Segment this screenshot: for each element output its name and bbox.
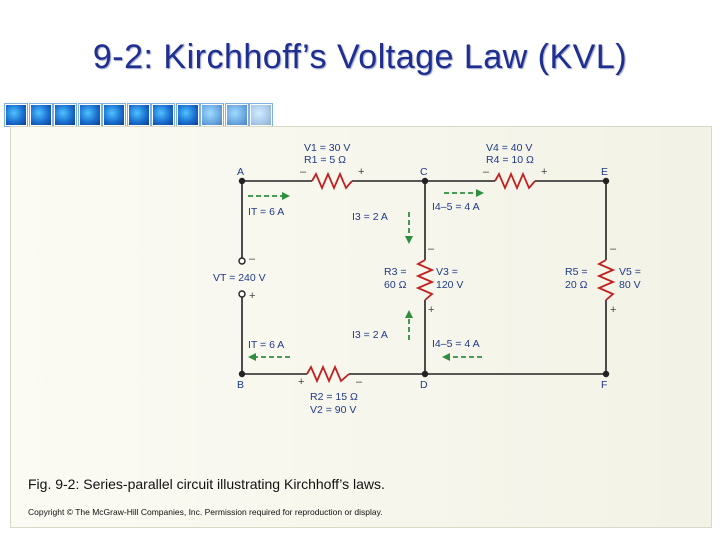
r5-resistance-label-1: R5 = — [565, 266, 588, 278]
r4-resistance-label: R4 = 10 Ω — [486, 154, 534, 166]
resistor-r5 — [599, 260, 613, 300]
node-dot — [603, 178, 609, 184]
r1-polarity-left: – — [300, 166, 307, 178]
node-label-a: A — [237, 166, 245, 178]
source-polarity-bottom: + — [249, 290, 256, 302]
r3-voltage-label-1: V3 = — [436, 266, 458, 278]
r5-resistance-label-2: 20 Ω — [565, 279, 588, 291]
r2-resistance-label: R2 = 15 Ω — [310, 391, 358, 403]
arrowhead-icon — [476, 189, 484, 197]
node-label-e: E — [601, 166, 609, 178]
arrowhead-icon — [282, 192, 290, 200]
r5-polarity-top: – — [610, 243, 617, 255]
node-label-d: D — [420, 379, 428, 391]
node-label-f: F — [601, 379, 608, 391]
terminal-icon — [239, 291, 245, 297]
node-label-c: C — [420, 166, 428, 178]
r5-voltage-label-2: 80 V — [619, 279, 641, 291]
node-dot — [422, 178, 428, 184]
circuit-wires — [242, 181, 606, 374]
resistor-r2 — [307, 367, 349, 381]
arrowhead-icon — [405, 310, 413, 318]
source-voltage-label: VT = 240 V — [213, 272, 266, 284]
node-dot — [603, 371, 609, 377]
figure-caption: Fig. 9-2: Series-parallel circuit illustrating Kirchhoff’s laws. — [28, 476, 385, 492]
r3-resistance-label-1: R3 = — [384, 266, 407, 278]
terminal-icon — [239, 258, 245, 264]
resistor-r4 — [495, 174, 535, 188]
arrowhead-icon — [405, 236, 413, 244]
r3-polarity-bottom: + — [428, 304, 435, 316]
r3-voltage-label-2: 120 V — [436, 279, 464, 291]
slide-title: 9-2: Kirchhoff’s Voltage Law (KVL) — [92, 38, 628, 76]
resistor-r3 — [418, 260, 432, 300]
r4-polarity-left: – — [483, 166, 490, 178]
r1-voltage-label: V1 = 30 V — [304, 142, 351, 154]
current-label-it-bottom: IT = 6 A — [248, 339, 285, 351]
resistor-r1 — [312, 174, 352, 188]
current-label-i45-bottom: I4–5 = 4 A — [432, 338, 480, 350]
r3-resistance-label-2: 60 Ω — [384, 279, 407, 291]
current-label-i45-top: I4–5 = 4 A — [432, 201, 480, 213]
r4-voltage-label: V4 = 40 V — [486, 142, 533, 154]
r1-polarity-right: + — [358, 166, 365, 178]
node-dot — [239, 371, 245, 377]
arrowhead-icon — [442, 353, 450, 361]
r1-resistance-label: R1 = 5 Ω — [304, 154, 346, 166]
arrowhead-icon — [248, 353, 256, 361]
current-label-i3-bottom: I3 = 2 A — [352, 329, 388, 341]
node-label-b: B — [237, 379, 245, 391]
node-dot — [422, 371, 428, 377]
r2-polarity-right: – — [356, 376, 363, 388]
current-label-i3-top: I3 = 2 A — [352, 211, 388, 223]
r2-polarity-left: + — [298, 376, 305, 388]
copyright-notice: Copyright © The McGraw-Hill Companies, Inc. Permission required for reproduction or display. — [28, 507, 383, 517]
r5-polarity-bottom: + — [610, 304, 617, 316]
r3-polarity-top: – — [428, 243, 435, 255]
node-dot — [239, 178, 245, 184]
r4-polarity-right: + — [541, 166, 548, 178]
source-polarity-top: – — [249, 253, 256, 265]
r5-voltage-label-1: V5 = — [619, 266, 641, 278]
r2-voltage-label: V2 = 90 V — [310, 404, 357, 416]
current-label-it-top: IT = 6 A — [248, 206, 285, 218]
